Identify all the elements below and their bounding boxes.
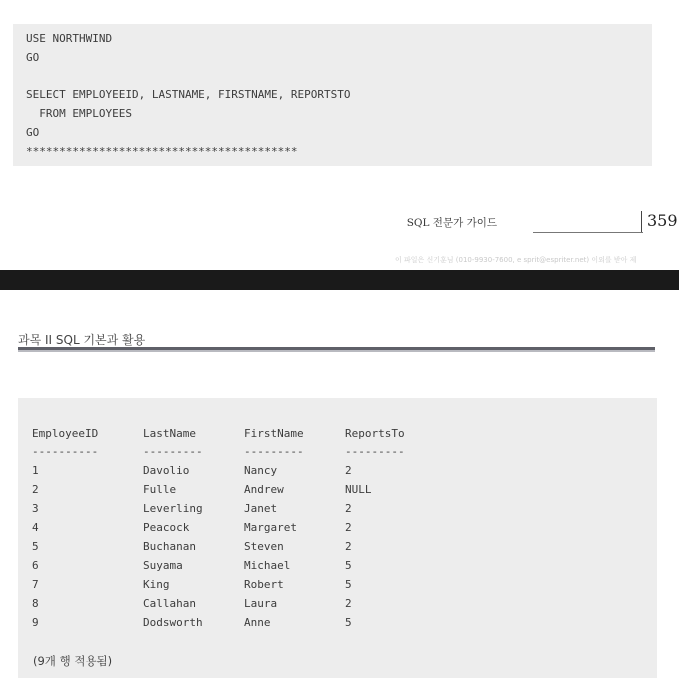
cell-lastname: Peacock bbox=[143, 521, 190, 534]
sql-code-block bbox=[13, 24, 652, 166]
page-number: 359 bbox=[647, 211, 678, 230]
cell-lastname: Fulle bbox=[143, 483, 177, 496]
cell-reportsto: 5 bbox=[345, 578, 352, 591]
cell-employeeid: 1 bbox=[32, 464, 39, 477]
code-line-7: ***************************************** bbox=[26, 145, 298, 158]
cell-reportsto: 2 bbox=[345, 597, 352, 610]
section-header: 과목 II SQL 기본과 활용 bbox=[18, 333, 146, 347]
query-result-block bbox=[18, 398, 657, 678]
header-rule-shadow bbox=[18, 350, 655, 352]
cell-firstname: Margaret bbox=[244, 521, 297, 534]
cell-employeeid: 2 bbox=[32, 483, 39, 496]
column-dash: --------- bbox=[143, 445, 203, 458]
footer-divider bbox=[641, 211, 642, 233]
cell-firstname: Robert bbox=[244, 578, 284, 591]
rows-affected-note: (9개 행 적용됨) bbox=[33, 654, 113, 668]
column-header-lastname: LastName bbox=[143, 427, 196, 440]
cell-reportsto: 2 bbox=[345, 521, 352, 534]
cell-employeeid: 8 bbox=[32, 597, 39, 610]
column-header-firstname: FirstName bbox=[244, 427, 304, 440]
cell-lastname: Buchanan bbox=[143, 540, 196, 553]
cell-firstname: Andrew bbox=[244, 483, 284, 496]
cell-lastname: Leverling bbox=[143, 502, 203, 515]
cell-firstname: Anne bbox=[244, 616, 271, 629]
cell-employeeid: 4 bbox=[32, 521, 39, 534]
code-line-4: SELECT EMPLOYEEID, LASTNAME, FIRSTNAME, REPORTSTO bbox=[26, 88, 351, 101]
cell-firstname: Janet bbox=[244, 502, 278, 515]
column-header-reportsto: ReportsTo bbox=[345, 427, 405, 440]
cell-lastname: Callahan bbox=[143, 597, 196, 610]
code-line-6: GO bbox=[26, 126, 40, 139]
table-row bbox=[18, 597, 657, 613]
column-dash: --------- bbox=[345, 445, 405, 458]
cell-employeeid: 3 bbox=[32, 502, 39, 515]
cell-firstname: Nancy bbox=[244, 464, 278, 477]
cell-lastname: King bbox=[143, 578, 170, 591]
book-title: SQL 전문가 가이드 bbox=[406, 217, 497, 229]
cell-lastname: Dodsworth bbox=[143, 616, 203, 629]
cell-reportsto: 5 bbox=[345, 559, 352, 572]
code-line-1: USE NORTHWIND bbox=[26, 32, 113, 45]
column-dash: --------- bbox=[244, 445, 304, 458]
cell-employeeid: 7 bbox=[32, 578, 39, 591]
table-row bbox=[18, 616, 657, 632]
cell-employeeid: 6 bbox=[32, 559, 39, 572]
cell-employeeid: 5 bbox=[32, 540, 39, 553]
watermark-text: 이 파일은 신기훈님 (010-9930-7600, e sprit@espriter.net) 이외를 받아 제 bbox=[395, 256, 637, 264]
cell-employeeid: 9 bbox=[32, 616, 39, 629]
cell-lastname: Suyama bbox=[143, 559, 183, 572]
cell-reportsto: 5 bbox=[345, 616, 352, 629]
table-row bbox=[18, 578, 657, 594]
cell-reportsto: 2 bbox=[345, 464, 352, 477]
column-dash: ---------- bbox=[32, 445, 99, 458]
cell-firstname: Laura bbox=[244, 597, 278, 610]
footer-underline bbox=[533, 232, 643, 233]
column-header-employeeid: EmployeeID bbox=[32, 427, 99, 440]
code-line-5: FROM EMPLOYEES bbox=[26, 107, 132, 120]
cell-lastname: Davolio bbox=[143, 464, 190, 477]
table-row bbox=[18, 464, 657, 480]
cell-reportsto: 2 bbox=[345, 502, 352, 515]
cell-firstname: Michael bbox=[244, 559, 291, 572]
page-separator bbox=[0, 270, 679, 290]
table-row bbox=[18, 559, 657, 575]
table-row bbox=[18, 521, 657, 537]
cell-reportsto: 2 bbox=[345, 540, 352, 553]
code-line-2: GO bbox=[26, 51, 40, 64]
cell-firstname: Steven bbox=[244, 540, 284, 553]
table-row bbox=[18, 483, 657, 499]
table-row bbox=[18, 502, 657, 518]
table-row bbox=[18, 540, 657, 556]
cell-reportsto: NULL bbox=[345, 483, 372, 496]
